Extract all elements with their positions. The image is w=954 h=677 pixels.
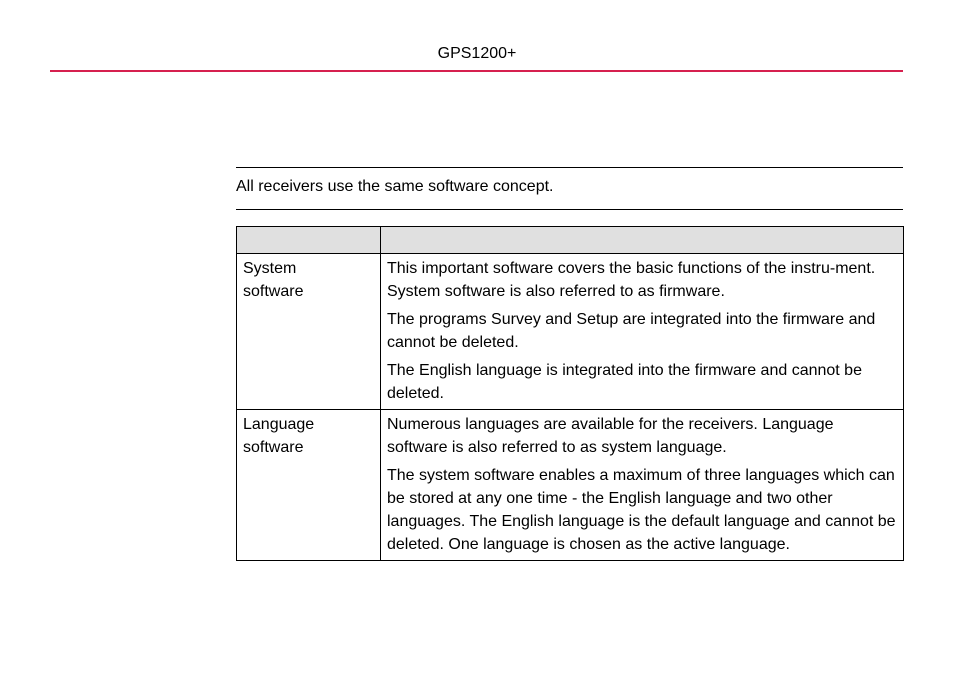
table-header-cell-description — [381, 227, 904, 254]
section-bottom-rule — [236, 209, 903, 210]
software-type-cell — [237, 254, 381, 410]
description-paragraph: The system software enables a maximum of three languages which can be stored at any one time - the English language and two other languages. The English language is the default language and cannot be deleted. One language is chosen as the active language. — [387, 467, 896, 553]
table-row — [237, 254, 904, 410]
software-table — [236, 226, 904, 561]
description-paragraph: This important software covers the basic functions of the instru-ment. System software is also referred to as firmware. — [387, 260, 876, 300]
software-description-cell — [381, 254, 904, 410]
description-paragraph: The English language is integrated into the firmware and cannot be deleted. — [387, 362, 862, 402]
table-header-row — [237, 227, 904, 254]
section-top-rule — [236, 167, 903, 168]
intro-text: All receivers use the same software concept. — [236, 178, 554, 195]
page-header-title: GPS1200+ — [437, 45, 517, 62]
description-paragraph: The programs Survey and Setup are integrated into the firmware and cannot be deleted. — [387, 311, 876, 351]
software-type-cell — [237, 410, 381, 561]
software-type-label: System software — [243, 260, 304, 300]
software-description-cell — [381, 410, 904, 561]
table-row — [237, 410, 904, 561]
software-type-label: Language software — [243, 416, 315, 456]
header-divider — [50, 70, 903, 72]
table-header-cell-type — [237, 227, 381, 254]
description-paragraph: Numerous languages are available for the receivers. Language software is also referred to as system language. — [387, 416, 834, 456]
